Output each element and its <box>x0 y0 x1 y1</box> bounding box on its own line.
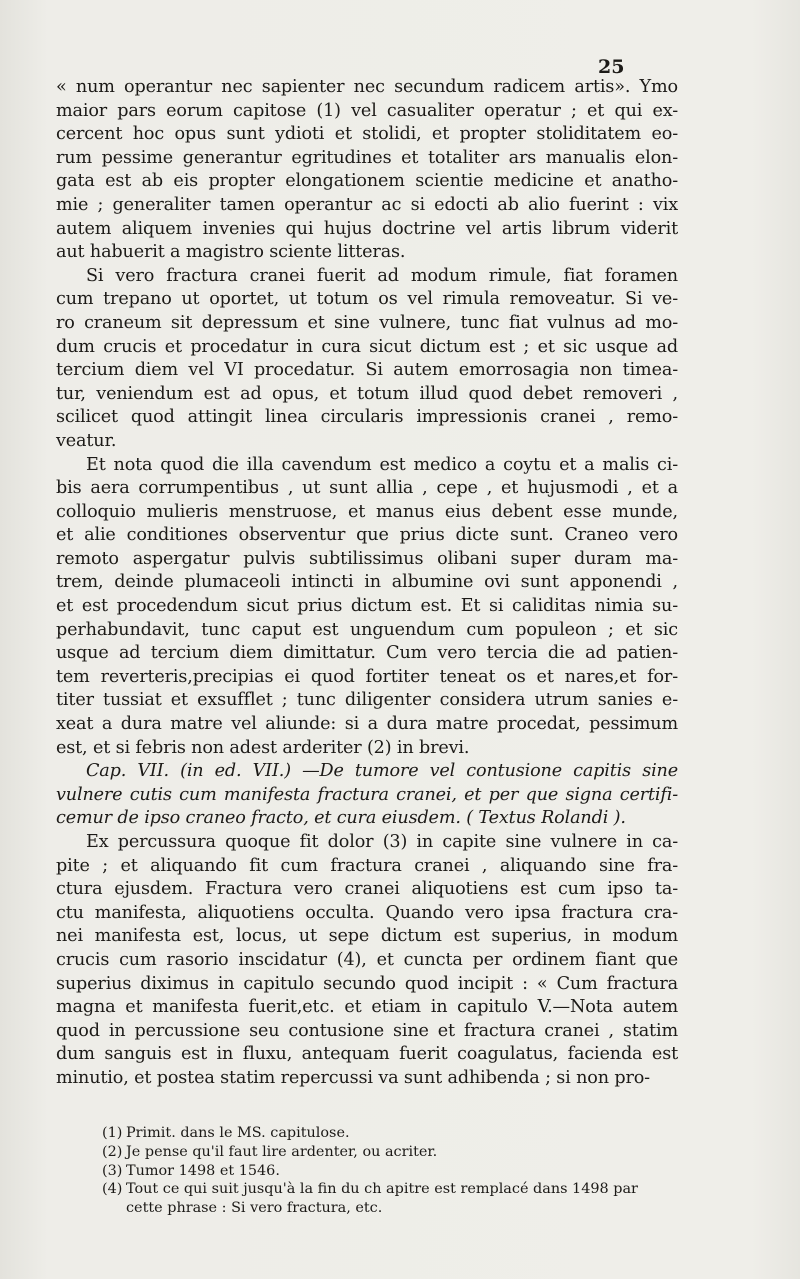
footnote <box>102 1124 682 1143</box>
footnote-text: Primit. dans le MS. capitulose. <box>126 1125 350 1141</box>
footnote-text: Je pense qu'il faut lire ardenter, ou acriter. <box>126 1143 438 1160</box>
text-line: remoto aspergatur pulvis subtilissimus olibani super duram ma- <box>56 548 678 569</box>
text-line: maior pars eorum capitose (1) vel casualiter operatur ; et qui ex- <box>56 100 678 121</box>
footnote <box>102 1143 682 1162</box>
footnotes <box>102 1124 682 1218</box>
text-line: trem, deinde plumaceoli intincti in albumine ovi sunt apponendi , <box>56 572 678 593</box>
text-line: crucis cum rasorio inscidatur (4), et cuncta per ordinem fiant que <box>56 949 678 970</box>
footnote <box>102 1162 682 1181</box>
text-line: xeat a dura matre vel aliunde: si a dura matre procedat, pessimum <box>56 714 678 735</box>
text-line: est, et si febris non adest arderiter (2) in brevi. <box>56 737 470 758</box>
text-line: bis aera corrumpentibus , ut sunt allia , cepe , et hujusmodi , et a <box>56 478 678 499</box>
text-line: cercent hoc opus sunt ydioti et stolidi, et propter stoliditatem eo- <box>56 124 678 145</box>
text-line: superius diximus in capitulo secundo quod incipit : « Cum fractura <box>56 973 678 994</box>
text-line: scilicet quod attingit linea circularis impressionis cranei , remo- <box>56 407 678 428</box>
text-line: Si vero fractura cranei fuerit ad modum rimule, fiat foramen <box>86 265 678 286</box>
text-line: minutio, et postea statim repercussi va sunt adhibenda ; si non pro- <box>56 1067 650 1088</box>
text-line: magna et manifesta fuerit,etc. et etiam in capitulo V.—Nota autem <box>56 997 678 1018</box>
text-line: pite ; et aliquando fit cum fractura cranei , aliquando sine fra- <box>56 855 678 876</box>
chapter-heading: Cap. VII. (in ed. VII.) —De tumore vel contusione capitis sine <box>86 761 678 782</box>
page-number: 25 <box>598 56 625 78</box>
text-line: cum trepano ut oportet, ut totum os vel rimula removeatur. Si ve- <box>56 289 678 310</box>
body-text <box>56 76 678 1091</box>
footnote-text: Tumor 1498 et 1546. <box>126 1162 280 1179</box>
text-line: dum sanguis est in fluxu, antequam fuerit coagulatus, facienda est <box>56 1044 678 1065</box>
text-line: rum pessime generantur egritudines et totaliter ars manualis elon- <box>56 147 678 168</box>
text-line: et est procedendum sicut prius dictum est. Et si caliditas nimia su- <box>56 596 678 617</box>
text-line: usque ad tercium diem dimittatur. Cum vero tercia die ad patien- <box>56 643 678 664</box>
footnote <box>102 1199 682 1218</box>
text-line: dum crucis et procedatur in cura sicut dictum est ; et sic usque ad <box>56 336 678 357</box>
text-line: et alie conditiones observentur que prius dicte sunt. Craneo vero <box>56 525 678 546</box>
text-line: perhabundavit, tunc caput est unguendum cum populeon ; et sic <box>56 619 678 640</box>
text-line: tur, veniendum est ad opus, et totum illud quod debet removeri , <box>56 383 678 404</box>
text-line: gata est ab eis propter elongationem scientie medicine et anatho- <box>56 171 678 192</box>
text-line: ro craneum sit depressum et sine vulnere, tunc fiat vulnus ad mo- <box>56 312 678 333</box>
text-line: tem reverteris,precipias ei quod fortiter teneat os et nares,et for- <box>56 666 678 687</box>
footnote-mark: (3) <box>102 1162 123 1179</box>
text-line: ctu manifesta, aliquotiens occulta. Quando vero ipsa fractura cra- <box>56 902 678 923</box>
footnote-mark: (4) <box>102 1181 123 1198</box>
footnote-mark: (2) <box>102 1143 123 1160</box>
text-line: Ex percussura quoque fit dolor (3) in capite sine vulnere in ca- <box>86 832 678 852</box>
footnote <box>102 1180 682 1199</box>
text-line: nei manifesta est, locus, ut sepe dictum est superius, in modum <box>56 926 678 947</box>
text-line: veatur. <box>56 430 117 451</box>
text-line: titer tussiat et exsufflet ; tunc diligenter considera utrum sanies e- <box>56 690 678 711</box>
text-line: aut habuerit a magistro sciente litteras. <box>56 242 406 263</box>
footnote-mark: (1) <box>102 1125 123 1141</box>
text-line: « num operantur nec sapienter nec secundum radicem artis». Ymo <box>56 77 678 97</box>
chapter-heading: vulnere cutis cum manifesta fractura cranei, et per que signa certifi- <box>56 784 678 805</box>
text-line: autem aliquem invenies qui hujus doctrine vel artis librum viderit <box>56 218 678 239</box>
footnote-text: cette phrase : Si vero fractura, etc. <box>126 1200 383 1217</box>
text-line: tercium diem vel VI procedatur. Si autem emorrosagia non timea- <box>56 360 678 381</box>
footnote-text: Tout ce qui suit jusqu'à la fin du ch apitre est remplacé dans 1498 par <box>126 1181 638 1198</box>
text-line: Et nota quod die illa cavendum est medico a coytu et a malis ci- <box>86 454 678 475</box>
text-line: colloquio mulieris menstruose, et manus eius debent esse munde, <box>56 501 678 522</box>
text-line: quod in percussione seu contusione sine et fractura cranei , statim <box>56 1020 678 1041</box>
chapter-heading: cemur de ipso craneo fracto, et cura eiusdem. ( Textus Rolandi ). <box>56 808 626 829</box>
text-line: ctura ejusdem. Fractura vero cranei aliquotiens est cum ipso ta- <box>56 879 678 900</box>
text-line: mie ; generaliter tamen operantur ac si edocti ab alio fuerint : vix <box>56 194 678 215</box>
